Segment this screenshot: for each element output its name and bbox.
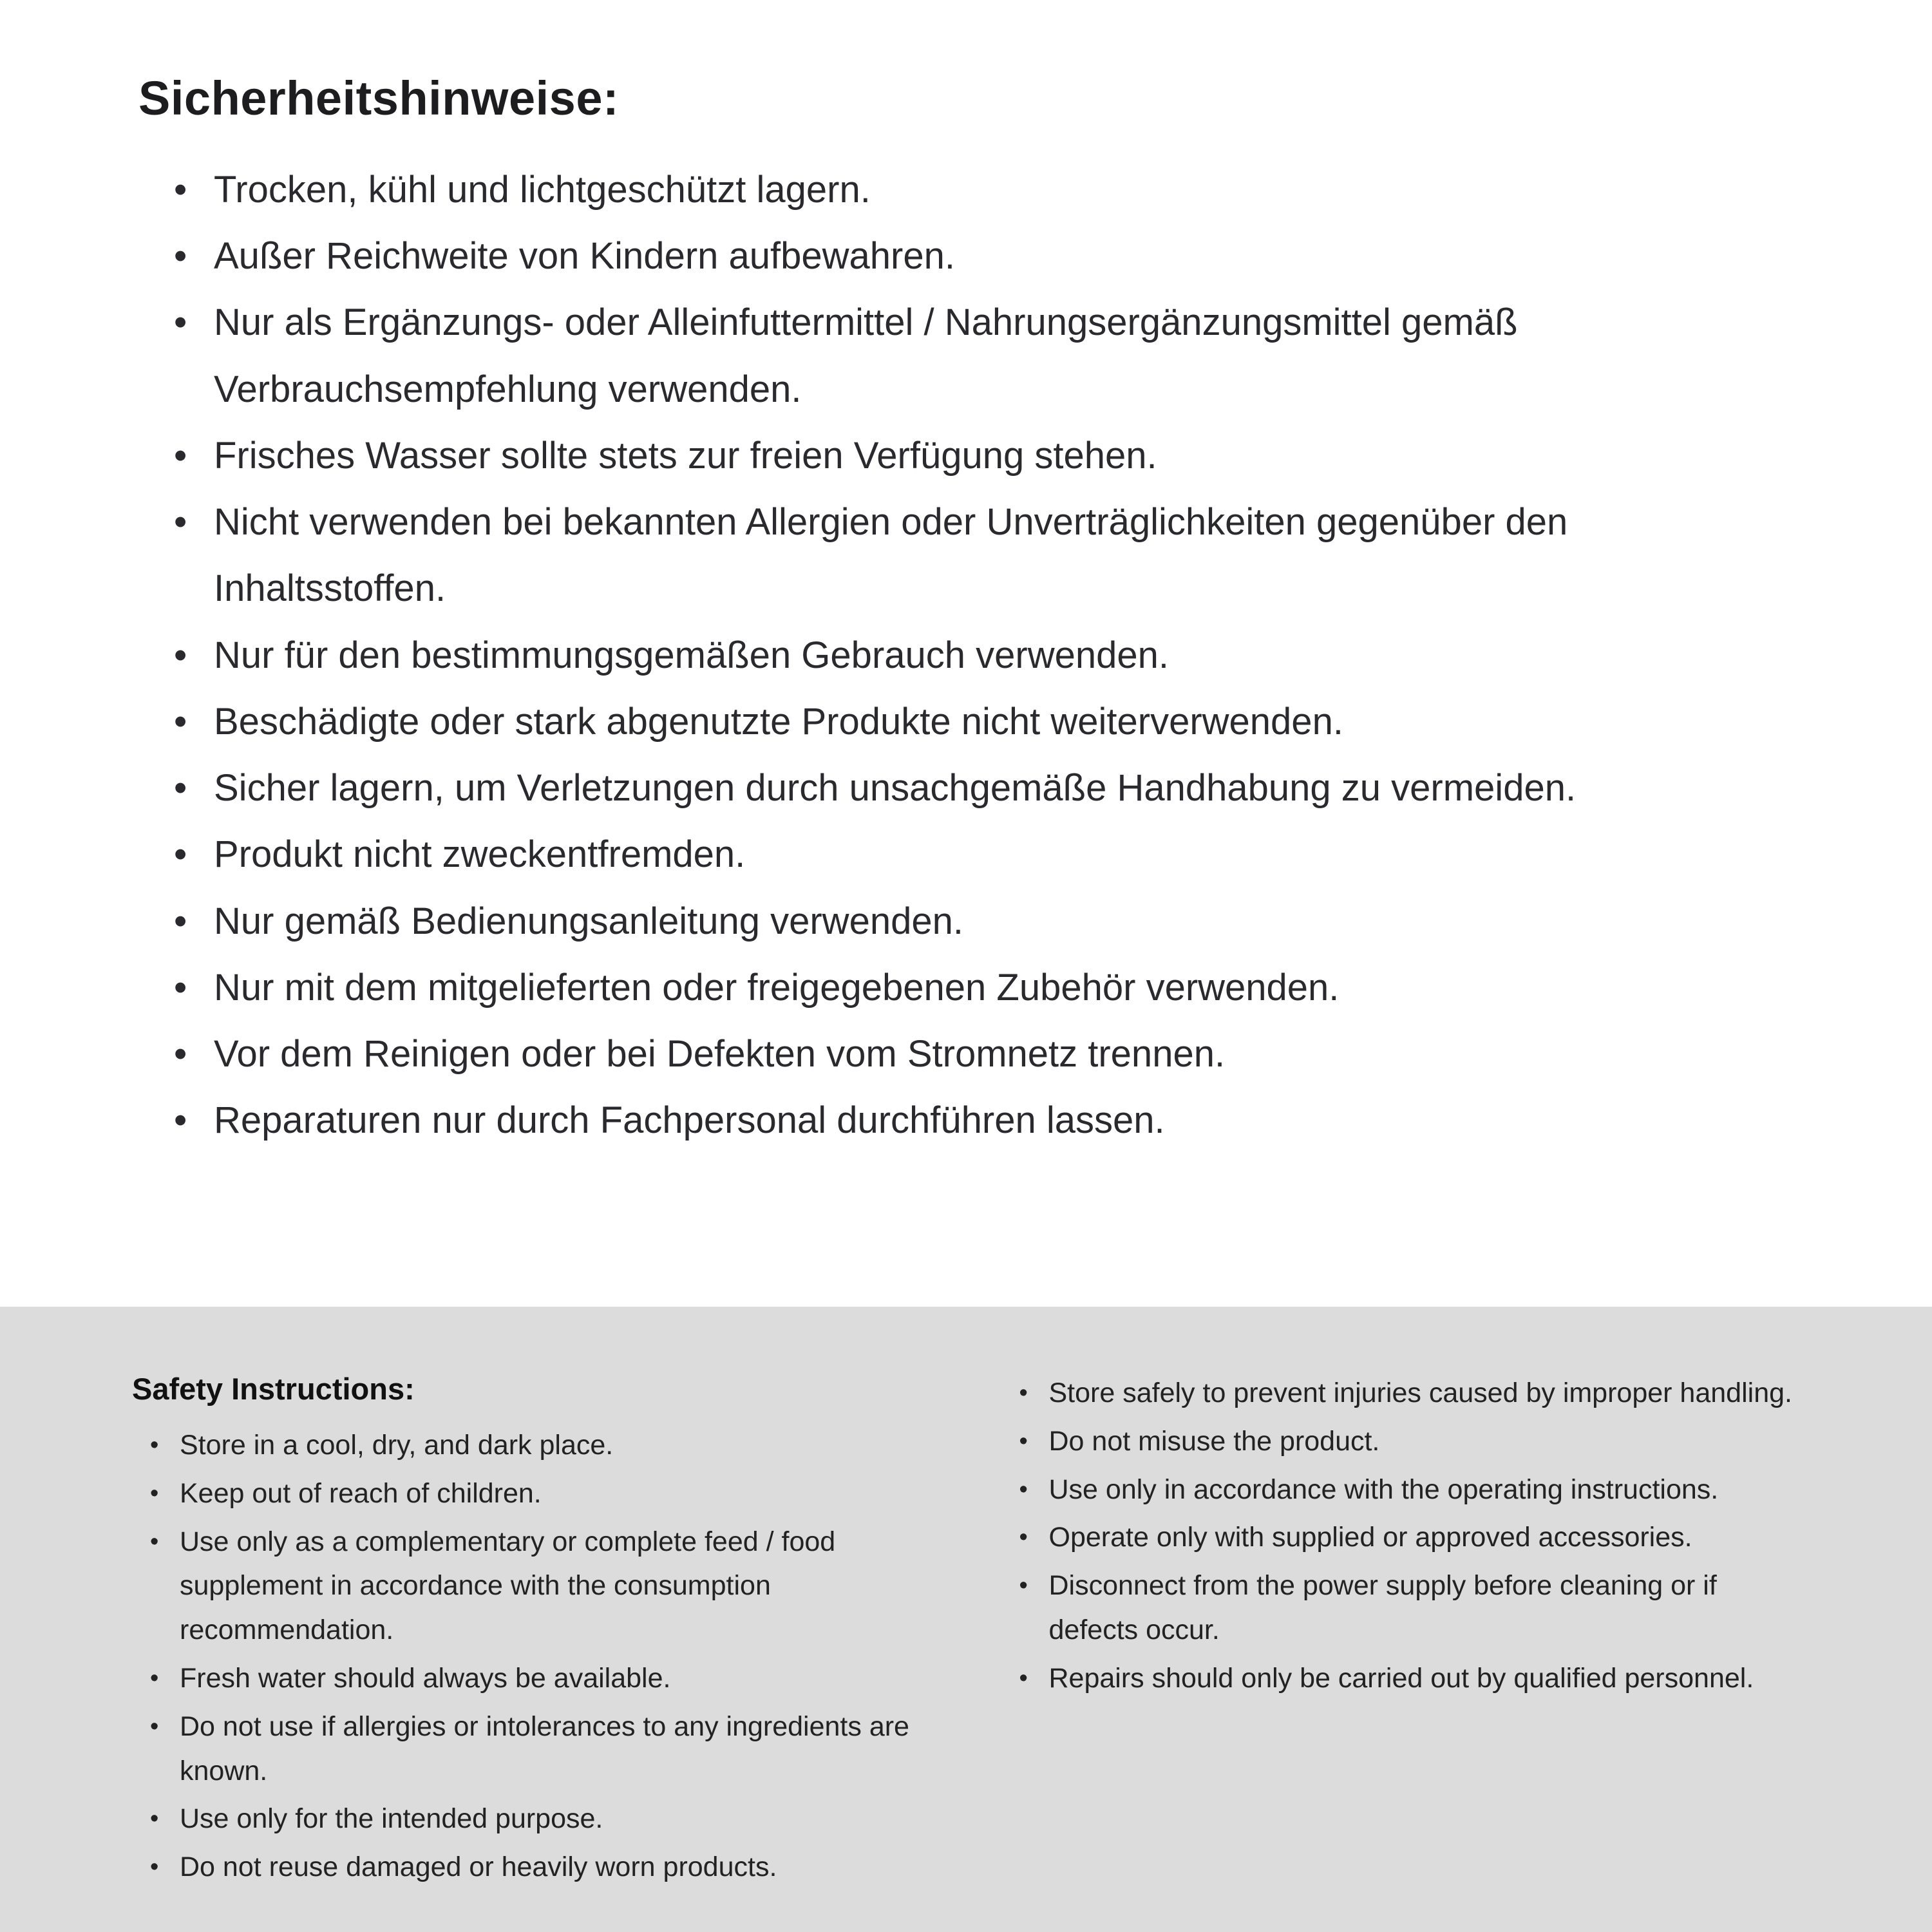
list-item: • Keep out of reach of children. (150, 1472, 916, 1516)
list-item: • Sicher lagern, um Verletzungen durch unsachgemäße Handhabung zu vermeiden. (174, 755, 1803, 821)
list-item: • Do not misuse the product. (1019, 1419, 1804, 1464)
german-section-title: Sicherheitshinweise: (138, 71, 620, 125)
english-left-column (132, 1371, 916, 1893)
list-item: • Reparaturen nur durch Fachpersonal durchführen lassen. (174, 1087, 1803, 1153)
list-item: • Operate only with supplied or approved accessories. (1019, 1515, 1804, 1560)
list-item: • Use only for the intended purpose. (150, 1797, 916, 1841)
list-item: • Do not use if allergies or intolerances to any ingredients are known. (150, 1705, 916, 1794)
list-item: • Store safely to prevent injuries caused by improper handling. (1019, 1371, 1804, 1416)
list-item: • Do not reuse damaged or heavily worn products. (150, 1845, 916, 1889)
german-safety-list (174, 156, 1803, 1154)
list-item: • Fresh water should always be available. (150, 1656, 916, 1701)
english-section-title: Safety Instructions: (132, 1372, 415, 1406)
list-item: • Disconnect from the power supply before cleaning or if defects occur. (1019, 1564, 1804, 1653)
list-item: • Frisches Wasser sollte stets zur freien Verfügung stehen. (174, 422, 1803, 489)
list-item: • Außer Reichweite von Kindern aufbewahren. (174, 223, 1803, 289)
list-item: • Trocken, kühl und lichtgeschützt lagern. (174, 156, 1803, 223)
english-safety-list-left (150, 1423, 916, 1889)
list-item: • Nicht verwenden bei bekannten Allergien oder Unverträglichkeiten gegenüber den Inhaltsstoffen. (174, 489, 1803, 621)
list-item: • Nur als Ergänzungs- oder Alleinfuttermittel / Nahrungsergänzungsmittel gemäß Verbrauchsempfehlung verwenden. (174, 289, 1803, 422)
list-item: • Nur für den bestimmungsgemäßen Gebrauch verwenden. (174, 622, 1803, 688)
list-item: • Vor dem Reinigen oder bei Defekten vom Stromnetz trennen. (174, 1021, 1803, 1087)
list-item: • Repairs should only be carried out by qualified personnel. (1019, 1656, 1804, 1701)
list-item: • Store in a cool, dry, and dark place. (150, 1423, 916, 1468)
list-item: • Produkt nicht zweckentfremden. (174, 821, 1803, 887)
list-item: • Nur gemäß Bedienungsanleitung verwenden. (174, 888, 1803, 954)
list-item: • Use only in accordance with the operating instructions. (1019, 1468, 1804, 1512)
list-item: • Use only as a complementary or complete feed / food supplement in accordance with the consumption recommendation. (150, 1520, 916, 1653)
english-safety-section (0, 1307, 1932, 1932)
english-right-column (1019, 1371, 1804, 1893)
english-safety-list-right (1019, 1371, 1804, 1701)
list-item: • Beschädigte oder stark abgenutzte Produkte nicht weiterverwenden. (174, 688, 1803, 755)
list-item: • Nur mit dem mitgelieferten oder freigegebenen Zubehör verwenden. (174, 954, 1803, 1021)
